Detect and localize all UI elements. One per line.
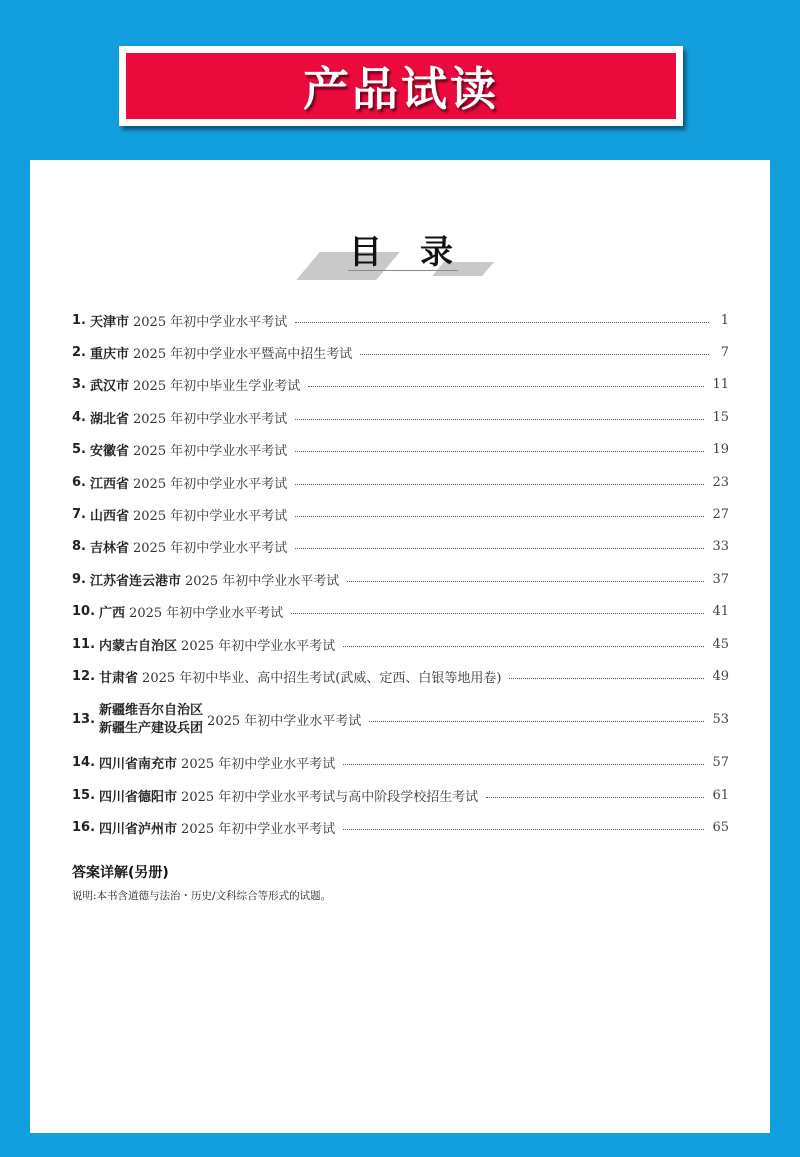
toc-entry-number: 5.: [72, 442, 86, 458]
toc-entry-place: 吉林省: [89, 541, 129, 557]
toc-entry[interactable]: [72, 693, 729, 747]
toc-entry-number: 10.: [72, 604, 96, 620]
toc-entry-number: 15.: [72, 787, 96, 803]
table-of-contents: [72, 304, 729, 844]
toc-entry[interactable]: [72, 434, 729, 466]
toc-entry-number: 16.: [72, 820, 96, 836]
toc-entry-number: 2.: [72, 345, 86, 361]
toc-entry[interactable]: [72, 466, 729, 498]
toc-entry[interactable]: [72, 628, 729, 660]
toc-entry[interactable]: [72, 369, 729, 401]
toc-entry[interactable]: [72, 779, 729, 811]
toc-entry-place: 安徽省: [89, 444, 129, 460]
toc-heading: [308, 230, 494, 282]
toc-entry-number: 12.: [72, 668, 96, 684]
toc-entry[interactable]: [72, 304, 729, 336]
toc-entry-page: 23: [712, 474, 729, 490]
toc-entry-description: 2025 年初中学业水平考试: [133, 411, 288, 427]
toc-entry-page: 15: [712, 409, 729, 425]
dot-leader: [347, 581, 704, 582]
explanatory-note: 说明:本书含道德与法治・历史/文科综合等形式的试题。: [72, 890, 332, 902]
toc-entry[interactable]: [72, 401, 729, 433]
dot-leader: [291, 613, 704, 614]
toc-entry-number: 11.: [72, 636, 96, 652]
toc-entry[interactable]: [72, 747, 729, 779]
toc-entry-description: 2025 年初中毕业生学业考试: [133, 379, 301, 395]
toc-entry-place-line2: 新疆生产建设兵团: [99, 720, 204, 736]
toc-entry-number: 7.: [72, 507, 86, 523]
dot-leader: [295, 516, 704, 517]
toc-entry-number: 9.: [72, 571, 86, 587]
dot-leader: [308, 386, 704, 387]
toc-entry-place: 广西: [99, 606, 126, 622]
toc-entry-description: 2025 年初中学业水平考试: [133, 509, 288, 525]
dot-leader: [343, 764, 704, 765]
toc-entry-page: 57: [712, 755, 729, 771]
toc-entry[interactable]: [72, 336, 729, 368]
toc-entry-description: 2025 年初中毕业、高中招生考试(武威、定西、白银等地用卷): [142, 670, 502, 686]
toc-entry-number: 6.: [72, 474, 86, 490]
answers-heading: 答案详解(另册): [72, 865, 169, 881]
toc-entry-description: 2025 年初中学业水平考试: [133, 314, 288, 330]
toc-entry-page: 1: [720, 312, 729, 328]
toc-entry-place: 甘肃省: [99, 670, 139, 686]
toc-entry-place-group: [99, 702, 203, 738]
toc-entry-page: 49: [712, 668, 729, 684]
toc-entry-number: 1.: [72, 312, 86, 328]
toc-entry-number: 14.: [72, 755, 96, 771]
dot-leader: [343, 646, 704, 647]
toc-entry-page: 11: [712, 377, 729, 393]
toc-entry-place: 山西省: [89, 509, 129, 525]
banner-title: 产品试读: [303, 62, 499, 116]
toc-entry-number: 13.: [72, 712, 96, 728]
toc-entry-page: 27: [712, 507, 729, 523]
dot-leader: [486, 797, 704, 798]
toc-entry-page: 65: [712, 820, 729, 836]
toc-entry-page: 45: [712, 636, 729, 652]
toc-entry-place: 重庆市: [89, 347, 129, 363]
dot-leader: [295, 419, 704, 420]
toc-entry[interactable]: [72, 596, 729, 628]
toc-entry[interactable]: [72, 660, 729, 692]
toc-entry-number: 3.: [72, 377, 86, 393]
toc-entry-description: 2025 年初中学业水平考试: [181, 638, 336, 654]
toc-entry-page: 7: [720, 345, 729, 361]
toc-entry-description: 2025 年初中学业水平考试: [133, 476, 288, 492]
toc-entry-place: 内蒙古自治区: [99, 638, 178, 654]
document-page: [30, 160, 770, 1133]
dot-leader: [360, 354, 709, 355]
toc-entry-description: 2025 年初中学业水平考试: [181, 822, 336, 838]
dot-leader: [295, 484, 704, 485]
toc-entry-page: 53: [712, 712, 729, 728]
toc-entry-page: 37: [712, 571, 729, 587]
toc-entry-place: 江苏省连云港市: [89, 573, 181, 589]
toc-entry-description: 2025 年初中学业水平考试: [129, 606, 284, 622]
dot-leader: [295, 322, 709, 323]
toc-entry[interactable]: [72, 811, 729, 843]
product-preview-banner: [119, 46, 683, 126]
toc-entry[interactable]: [72, 531, 729, 563]
toc-entry-description: 2025 年初中学业水平考试: [133, 444, 288, 460]
toc-entry-page: 19: [712, 442, 729, 458]
toc-entry-description: 2025 年初中学业水平考试: [207, 714, 362, 730]
toc-entry-description: 2025 年初中学业水平考试: [133, 541, 288, 557]
toc-title: 目录: [349, 232, 491, 271]
toc-entry-place: 四川省南充市: [99, 757, 178, 773]
banner-red-panel: [126, 53, 676, 119]
toc-entry[interactable]: [72, 498, 729, 530]
dot-leader: [343, 829, 704, 830]
dot-leader: [509, 678, 704, 679]
toc-entry-page: 61: [712, 787, 729, 803]
toc-entry-place: 江西省: [89, 476, 129, 492]
toc-entry-place: 武汉市: [89, 379, 129, 395]
toc-entry-place: 四川省泸州市: [99, 822, 178, 838]
toc-entry-number: 8.: [72, 539, 86, 555]
toc-entry-description: 2025 年初中学业水平考试: [185, 573, 340, 589]
toc-entry-page: 33: [712, 539, 729, 555]
toc-entry-description: 2025 年初中学业水平考试与高中阶段学校招生考试: [181, 789, 479, 805]
toc-entry-place: 天津市: [89, 314, 129, 330]
dot-leader: [295, 548, 704, 549]
toc-entry-description: 2025 年初中学业水平考试: [181, 757, 336, 773]
toc-entry-description: 2025 年初中学业水平暨高中招生考试: [133, 347, 353, 363]
toc-entry-number: 4.: [72, 409, 86, 425]
toc-entry[interactable]: [72, 563, 729, 595]
toc-entry-place-line1: 新疆维吾尔自治区: [99, 702, 204, 718]
toc-entry-page: 41: [712, 604, 729, 620]
dot-leader: [295, 451, 704, 452]
toc-entry-place: 四川省德阳市: [99, 789, 178, 805]
dot-leader: [369, 721, 704, 722]
toc-entry-place: 湖北省: [89, 411, 129, 427]
